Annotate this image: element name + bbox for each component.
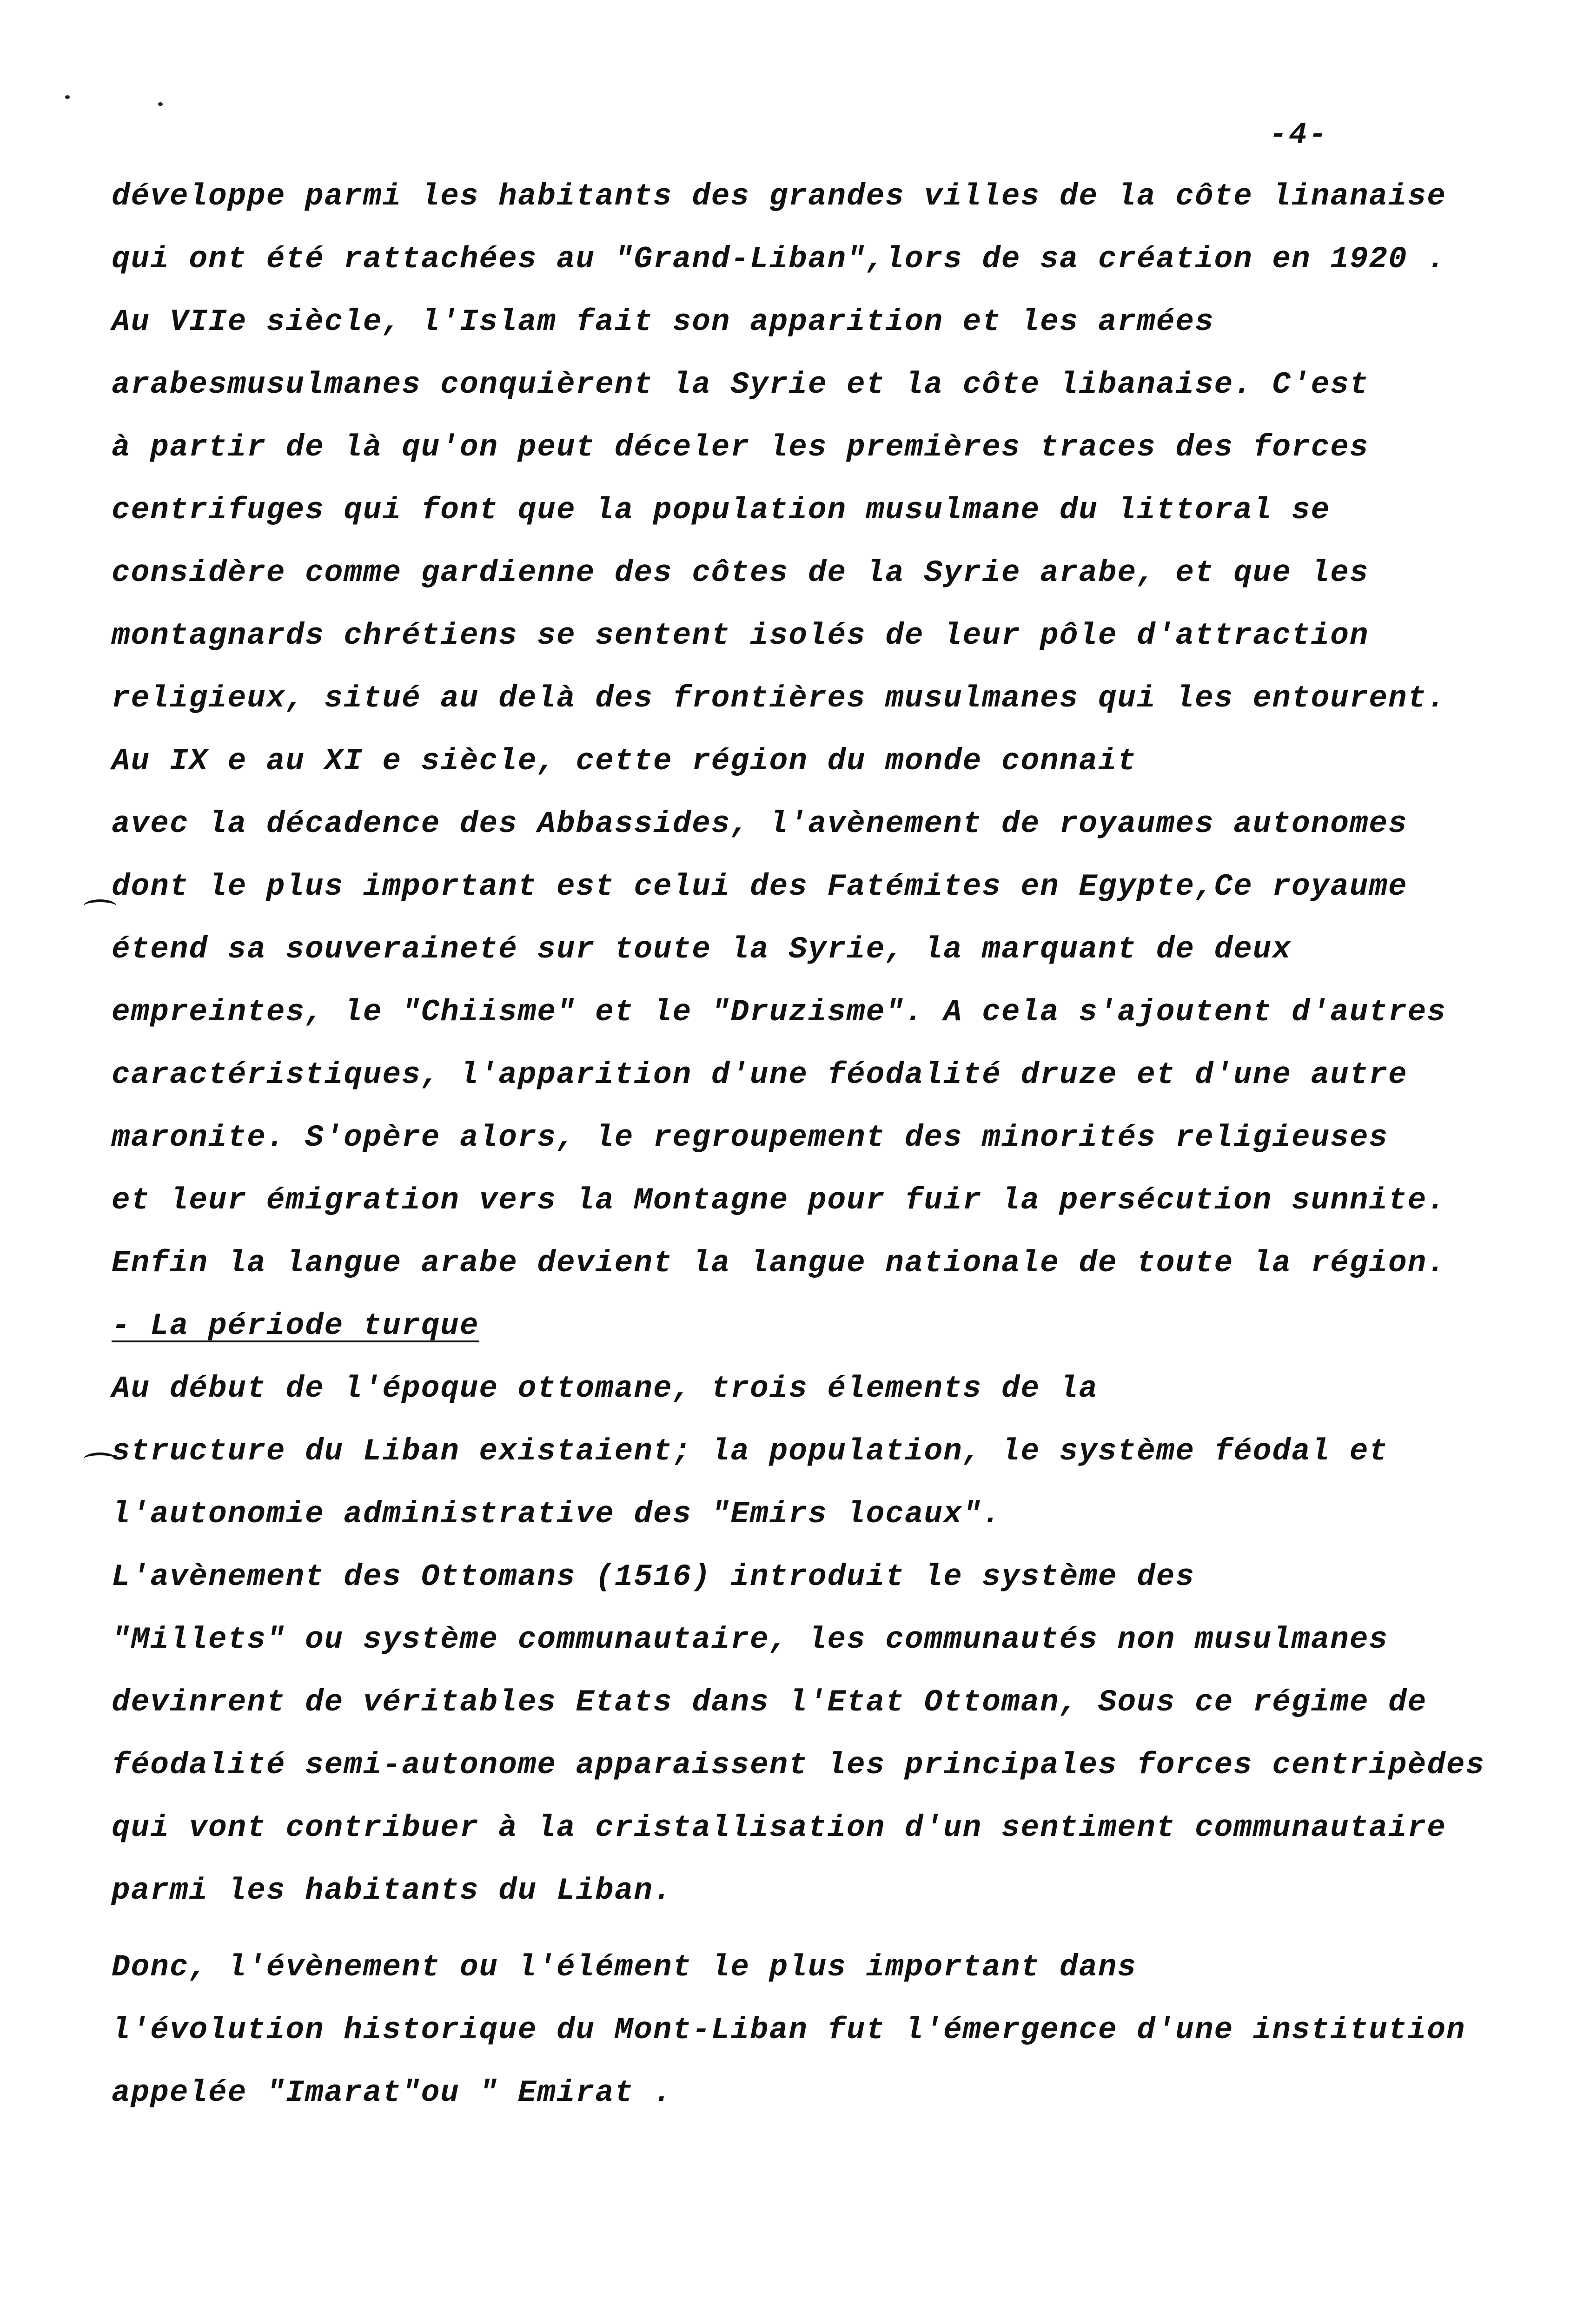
text-line: à partir de là qu'on peut déceler les premières traces des forces xyxy=(112,430,1369,465)
section-heading: - La période turque xyxy=(112,1308,479,1343)
text-line: religieux, situé au delà des frontières musulmanes qui les entourent. xyxy=(112,681,1446,716)
text-line: structure du Liban existaient; la population, le système féodal et xyxy=(112,1434,1389,1469)
margin-mark xyxy=(84,1452,116,1466)
text-line: centrifuges qui font que la population musulmane du littoral se xyxy=(112,493,1331,528)
text-line: caractéristiques, l'apparition d'une féodalité druze et d'une autre xyxy=(112,1057,1408,1092)
margin-mark xyxy=(84,899,116,912)
scan-speck xyxy=(65,95,70,99)
text-line: montagnards chrétiens se sentent isolés de leur pôle d'attraction xyxy=(112,618,1369,653)
text-line: devinrent de véritables Etats dans l'Etat Ottoman, Sous ce régime de xyxy=(112,1685,1427,1720)
text-line: Au début de l'époque ottomane, trois élements de la xyxy=(112,1371,1098,1406)
text-line: arabesmusulmanes conquièrent la Syrie et la côte libanaise. C'est xyxy=(112,367,1369,402)
text-line: qui ont été rattachées au "Grand-Liban",lors de sa création en 1920 . xyxy=(112,242,1446,277)
text-line: empreintes, le "Chiisme" et le "Druzisme". A cela s'ajoutent d'autres xyxy=(112,995,1446,1030)
text-line: l'évolution historique du Mont-Liban fut l'émergence d'une institution xyxy=(112,2013,1466,2047)
text-line: étend sa souveraineté sur toute la Syrie, la marquant de deux xyxy=(112,932,1292,967)
text-line: appelée "Imarat"ou " Emirat . xyxy=(112,2075,673,2110)
text-line: Au IX e au XI e siècle, cette région du monde connait xyxy=(112,744,1137,779)
text-line: qui vont contribuer à la cristallisation d'un sentiment communautaire xyxy=(112,1810,1446,1845)
text-line: féodalité semi-autonome apparaissent les principales forces centripèdes xyxy=(112,1748,1485,1783)
scan-speck xyxy=(158,102,163,106)
text-line: et leur émigration vers la Montagne pour fuir la persécution sunnite. xyxy=(112,1183,1446,1218)
text-line: parmi les habitants du Liban. xyxy=(112,1873,673,1908)
text-line: L'avènement des Ottomans (1516) introduit le système des xyxy=(112,1559,1195,1594)
text-line: développe parmi les habitants des grandes villes de la côte linanaise xyxy=(112,179,1446,214)
text-line: avec la décadence des Abbassides, l'avènement de royaumes autonomes xyxy=(112,806,1408,841)
text-line: considère comme gardienne des côtes de la Syrie arabe, et que les xyxy=(112,555,1369,590)
text-line: dont le plus important est celui des Fatémites en Egypte,Ce royaume xyxy=(112,869,1408,904)
page-number: -4- xyxy=(1269,119,1329,152)
text-line: Enfin la langue arabe devient la langue nationale de toute la région. xyxy=(112,1246,1446,1281)
text-line: Donc, l'évènement ou l'élément le plus important dans xyxy=(112,1950,1137,1985)
text-line: "Millets" ou système communautaire, les communautés non musulmanes xyxy=(112,1622,1389,1657)
text-line: maronite. S'opère alors, le regroupement des minorités religieuses xyxy=(112,1120,1389,1155)
text-line: l'autonomie administrative des "Emirs locaux". xyxy=(112,1497,1001,1532)
text-line: Au VIIe siècle, l'Islam fait son apparition et les armées xyxy=(112,304,1214,339)
